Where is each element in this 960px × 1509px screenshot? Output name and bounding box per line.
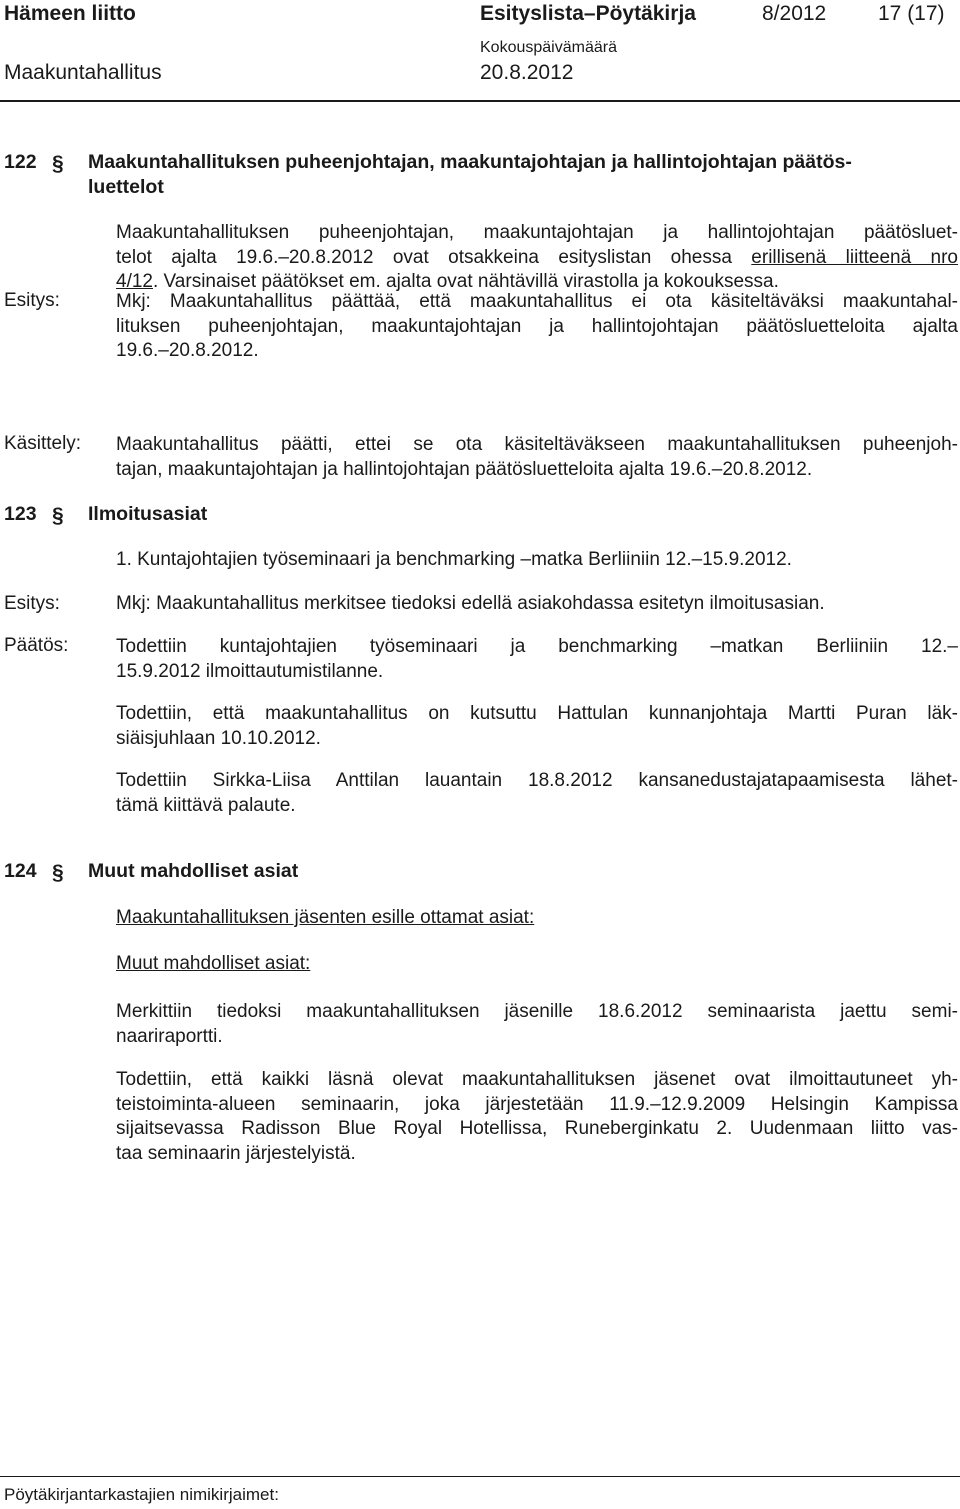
section-sign-icon bbox=[50, 857, 66, 891]
section-122-title-cont: luettelot bbox=[88, 176, 164, 198]
decision-paragraph-2 bbox=[116, 702, 958, 751]
other-line: Merkittiin tiedoksi maakuntahallituksen jäsenille 18.6.2012 seminaarista jaettu semi- bbox=[116, 1001, 958, 1022]
proposal-line: 19.6.–20.8.2012. bbox=[116, 340, 259, 361]
svg-text:§: § bbox=[52, 861, 64, 884]
decision-paragraph-3 bbox=[116, 769, 958, 818]
section-123-number: 123 bbox=[4, 503, 37, 525]
section-sign-icon bbox=[50, 500, 66, 534]
proposal-line: lituksen puheenjohtajan, maakuntajohtajan ja hallintojohtajan päätösluetteloita ajalta bbox=[116, 315, 958, 337]
proposal-label: Esitys: bbox=[4, 593, 60, 614]
other-line: teistoiminta-alueen seminaarin, joka järjestetään 11.9.–12.9.2009 Helsingin Kampissa bbox=[116, 1093, 958, 1115]
decision-line: tämä kiittävä palaute. bbox=[116, 794, 296, 816]
section-122-handling bbox=[116, 433, 958, 482]
doc-number: 8/2012 bbox=[762, 2, 827, 25]
decision-line: siäisjuhlaan 10.10.2012. bbox=[116, 727, 321, 749]
decision-line: 15.9.2012 ilmoittautumistilanne. bbox=[116, 660, 384, 682]
attachment-link[interactable]: erillisenä liitteenä nro bbox=[751, 246, 958, 268]
section-122-title: Maakuntahallituksen puheenjohtajan, maakuntajohtajan ja hallintojohtajan päätös- bbox=[88, 151, 852, 173]
decision-label: Päätös: bbox=[4, 635, 69, 656]
attachment-number-link[interactable]: 4/12 bbox=[116, 271, 153, 292]
body-name: Maakuntahallitus bbox=[4, 61, 162, 84]
other-line: taa seminaarin järjestelyistä. bbox=[116, 1142, 356, 1164]
section-sign-icon bbox=[50, 148, 66, 182]
handling-line: Maakuntahallitus päätti, ettei se ota käsiteltäväkseen maakuntahallituksen puheenjoh- bbox=[116, 434, 958, 455]
decision-line: Todettiin, että maakuntahallitus on kutsuttu Hattulan kunnanjohtaja Martti Puran läk- bbox=[116, 703, 958, 724]
notice-item-1: 1. Kuntajohtajien työseminaari ja benchmarking –matka Berliiniin 12.–15.9.2012. bbox=[116, 549, 792, 570]
intro-text: telot ajalta 19.6.–20.8.2012 ovat otsakkeina esityslistan ohessa bbox=[116, 246, 752, 268]
decision-paragraph-1 bbox=[116, 635, 958, 684]
other-line: Todettiin, että kaikki läsnä olevat maakuntahallituksen jäsenet ovat ilmoittautuneet yh- bbox=[116, 1069, 958, 1090]
decision-line: Todettiin kuntajohtajien työseminaari ja benchmarking –matkan Berliiniin 12.– bbox=[116, 636, 958, 657]
section-123-proposal: Mkj: Maakuntahallitus merkitsee tiedoksi edellä asiakohdassa esitetyn ilmoitusasian. bbox=[116, 593, 825, 614]
doc-type: Esityslista–Pöytäkirja bbox=[480, 2, 696, 25]
other-line: naariraportti. bbox=[116, 1025, 223, 1047]
handling-label: Käsittely: bbox=[4, 433, 82, 454]
section-122-intro bbox=[116, 221, 958, 295]
subheading-members-matters: Maakuntahallituksen jäsenten esille ottamat asiat: bbox=[116, 907, 535, 928]
svg-text:§: § bbox=[52, 152, 64, 175]
decision-line: Todettiin Sirkka-Liisa Anttilan lauantain 18.8.2012 kansanedustajatapaamisesta lähet- bbox=[116, 770, 958, 791]
signatures-label: Pöytäkirjantarkastajien nimikirjaimet: bbox=[4, 1485, 279, 1504]
section-124-number: 124 bbox=[4, 860, 37, 882]
proposal-line: Mkj: Maakuntahallitus päättää, että maakuntahallitus ei ota käsiteltäväksi maakuntahal- bbox=[116, 291, 958, 312]
other-line: sijaitsevassa Radisson Blue Royal Hotellissa, Runeberginkatu 2. Uudenmaan liitto vas- bbox=[116, 1118, 958, 1139]
section-124-title: Muut mahdolliset asiat bbox=[88, 860, 299, 882]
other-paragraph-1 bbox=[116, 1000, 958, 1049]
footer-rule bbox=[0, 1476, 960, 1477]
intro-line: Maakuntahallituksen puheenjohtajan, maakuntajohtajan ja hallintojohtajan päätösluet- bbox=[116, 222, 958, 243]
intro-line bbox=[116, 246, 958, 271]
svg-text:§: § bbox=[52, 504, 64, 527]
section-122-number: 122 bbox=[4, 151, 37, 173]
meeting-date: 20.8.2012 bbox=[480, 61, 574, 84]
header-rule bbox=[0, 100, 960, 102]
section-123-title: Ilmoitusasiat bbox=[88, 503, 208, 525]
date-label: Kokouspäivämäärä bbox=[480, 39, 617, 56]
proposal-label: Esitys: bbox=[4, 290, 60, 311]
handling-line: tajan, maakuntajohtajan ja hallintojohtajan päätösluetteloita ajalta 19.6.–20.8.2012. bbox=[116, 458, 813, 480]
subheading-other-matters: Muut mahdolliset asiat: bbox=[116, 953, 311, 974]
other-paragraph-2 bbox=[116, 1068, 958, 1166]
intro-text: . Varsinaiset päätökset em. ajalta ovat nähtävillä virastolla ja kokouksessa. bbox=[152, 271, 779, 292]
page-number: 17 (17) bbox=[878, 2, 945, 25]
section-122-proposal bbox=[116, 290, 958, 364]
org-name: Hämeen liitto bbox=[4, 2, 136, 25]
